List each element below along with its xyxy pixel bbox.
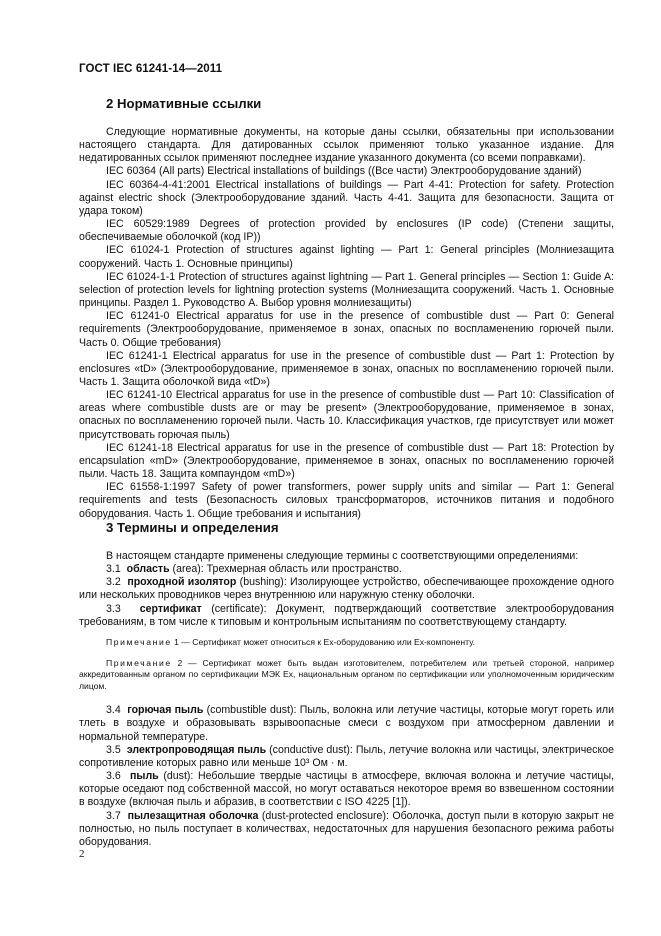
term-number: 3.4 (106, 704, 121, 717)
page-number: 2 (79, 848, 85, 860)
section-3-intro: В настоящем стандарте применены следующие термины с соответствующими определениями: (106, 550, 579, 562)
term-definition: (dust-protected enclosure): Оболочка, доступ пыли в которую закрыт не полностью, но пыль поступает в количествах, недостаточных для нарушения безопасного режима работы оборудования. (79, 809, 614, 848)
section-3-title: 3 Термины и определения (106, 520, 279, 535)
reference-item: IEC 61558-1:1997 Safety of power transformers, power supply units and similar — Part 1: General requirements and tests (Безопасность силовых трансформаторов, источников питания и подобного оборудования. Часть 1. Общие требования и испытания) (79, 481, 614, 520)
term-name: горючая пыль (127, 704, 204, 717)
term-3-3 (79, 603, 614, 629)
term-name: пыль (130, 770, 159, 783)
term-3-1 (79, 563, 614, 576)
term-name: область (126, 563, 170, 576)
page-header: ГОСТ IEC 61241-14—2011 (79, 63, 223, 75)
reference-item: IEC 60529:1989 Degrees of protection provided by enclosures (IP code) (Степени защиты, обеспечиваемые оболочкой (код IP)) (79, 218, 614, 244)
term-number: 3.3 (106, 602, 121, 615)
note-1 (79, 637, 614, 649)
note-2 (79, 658, 614, 693)
reference-item: IEC 61024-1-1 Protection of structures against lightning — Part 1. General principles — Section 1: Guide A: selection of protection levels for lightning protection systems (Молниезащита сооружений. Часть 1. Основные принципы. Раздел 1. Руководство А. Выбор уровня молниезащиты) (79, 270, 614, 310)
term-number: 3.2 (106, 576, 121, 589)
section-2-intro: Следующие нормативные документы, на которые даны ссылки, обязательны при использовании настоящего стандарта. Для датированных ссылок применяют только указанное издание. Для недатированных ссылок применяют последнее издание указанного документа (со всеми поправками). (79, 126, 614, 165)
term-name: пылезащитная оболочка (127, 809, 259, 822)
reference-item: IEC 61241-1 Electrical apparatus for use in the presence of combustible dust — Part 1: Protection by enclosures «tD» (Электрооборудование, применяемое в зонах, опасных по воспламенению горючей пыли. Часть 1. Защита оболочкой вида «tD») (79, 349, 614, 388)
term-number: 3.5 (106, 743, 121, 756)
term-name: электропроводящая пыль (126, 743, 267, 756)
term-number: 3.1 (106, 563, 121, 576)
section-2-title: 2 Нормативные ссылки (106, 96, 262, 111)
term-3-4 (79, 704, 614, 743)
term-definition: (bushing): Изолирующее устройство, обеспечивающее прохождение одного или нескольких проводников через внутреннюю или наружную стенку оболочки. (79, 576, 614, 602)
reference-item: IEC 60364 (All parts) Electrical installations of buildings ((Все части) Электрооборудование зданий) (106, 165, 582, 178)
section-3 (79, 520, 614, 849)
section-2 (79, 96, 614, 521)
reference-item: IEC 61241-18 Electrical apparatus for use in the presence of combustible dust — Part 18: Protection by encapsulation «mD» (Электрооборудование, применяемое в зонах, опасных по воспламенению горючей пыли. Часть 18. Защита компаундом «mD») (79, 441, 614, 481)
term-number: 3.6 (106, 770, 121, 783)
reference-item: IEC 61241-10 Electrical apparatus for use in the presence of combustible dust — Part 10: Classification of areas where combustible dusts are or may be present» (Электрооборудование, применяемое в зонах, опасных по воспламенению горючей пыли. Часть 10. Классификация участков, где присутствует или может присутствовать горючая пыль) (79, 389, 614, 441)
note-text: 1 — Сертификат может относиться к Ex-оборудованию или Ex-компоненту. (171, 636, 476, 647)
reference-item: IEC 60364-4-41:2001 Electrical installations of buildings — Part 4-41: Protection for safety. Protection against electric shock (Электрооборудование зданий. Часть 4-41. Защита для безопасности. Защита от удара током) (79, 178, 614, 217)
term-name: проходной изолятор (127, 576, 237, 589)
term-name: сертификат (139, 602, 202, 615)
note-label: Примечание (106, 657, 172, 668)
reference-item: IEC 61024-1 Protection of structures against lighting — Part 1: General principles (Молниезащита сооружений. Часть 1. Основные принципы) (79, 244, 614, 270)
note-label: Примечание (106, 636, 172, 647)
term-definition: (combustible dust): Пыль, волокна или летучие частицы, которые могут гореть или тлеть в воздухе и образовывать взрывоопасные смеси с воздухом при атмосферном давлении и нормальной температуре. (79, 704, 614, 743)
term-3-7 (79, 810, 614, 849)
term-definition: (conductive dust): Пыль, летучие волокна или частицы, электрическое сопротивление которых равно или меньше 10³ Ом · м. (79, 743, 614, 769)
term-definition: (dust): Небольшие твердые частицы в атмосфере, включая волокна и летучие частицы, которые оседают под собственной массой, но могут оставаться некоторое время во взвешенном состоянии в воздухе (включая пыль и абразив, в соответствии с ISO 4225 [1]). (79, 770, 615, 809)
term-definition: (area): Трехмерная область или пространство. (169, 563, 402, 576)
term-3-5 (79, 744, 614, 770)
term-number: 3.7 (106, 809, 121, 822)
note-text: 2 — Сертификат может быть выдан изготовителем, потребителем или третьей стороной, например аккредитованным органом по сертификации МЭК Ex, национальным органом по сертификации или уполномоченным юридическим лицом. (79, 657, 614, 691)
term-3-6 (79, 770, 614, 809)
reference-item: IEC 61241-0 Electrical apparatus for use in the presence of combustible dust — Part 0: General requirements (Электрооборудование, применяемое в зонах, опасных по воспламенению горючей пыли. Часть 0. Общие требования) (79, 310, 614, 349)
term-definition: (certificate): Документ, подтверждающий соответствие электрооборудования требованиям, в том числе к типовым и контрольным испытаниям по соответствующему стандарту. (79, 602, 614, 628)
term-3-2 (79, 576, 614, 602)
